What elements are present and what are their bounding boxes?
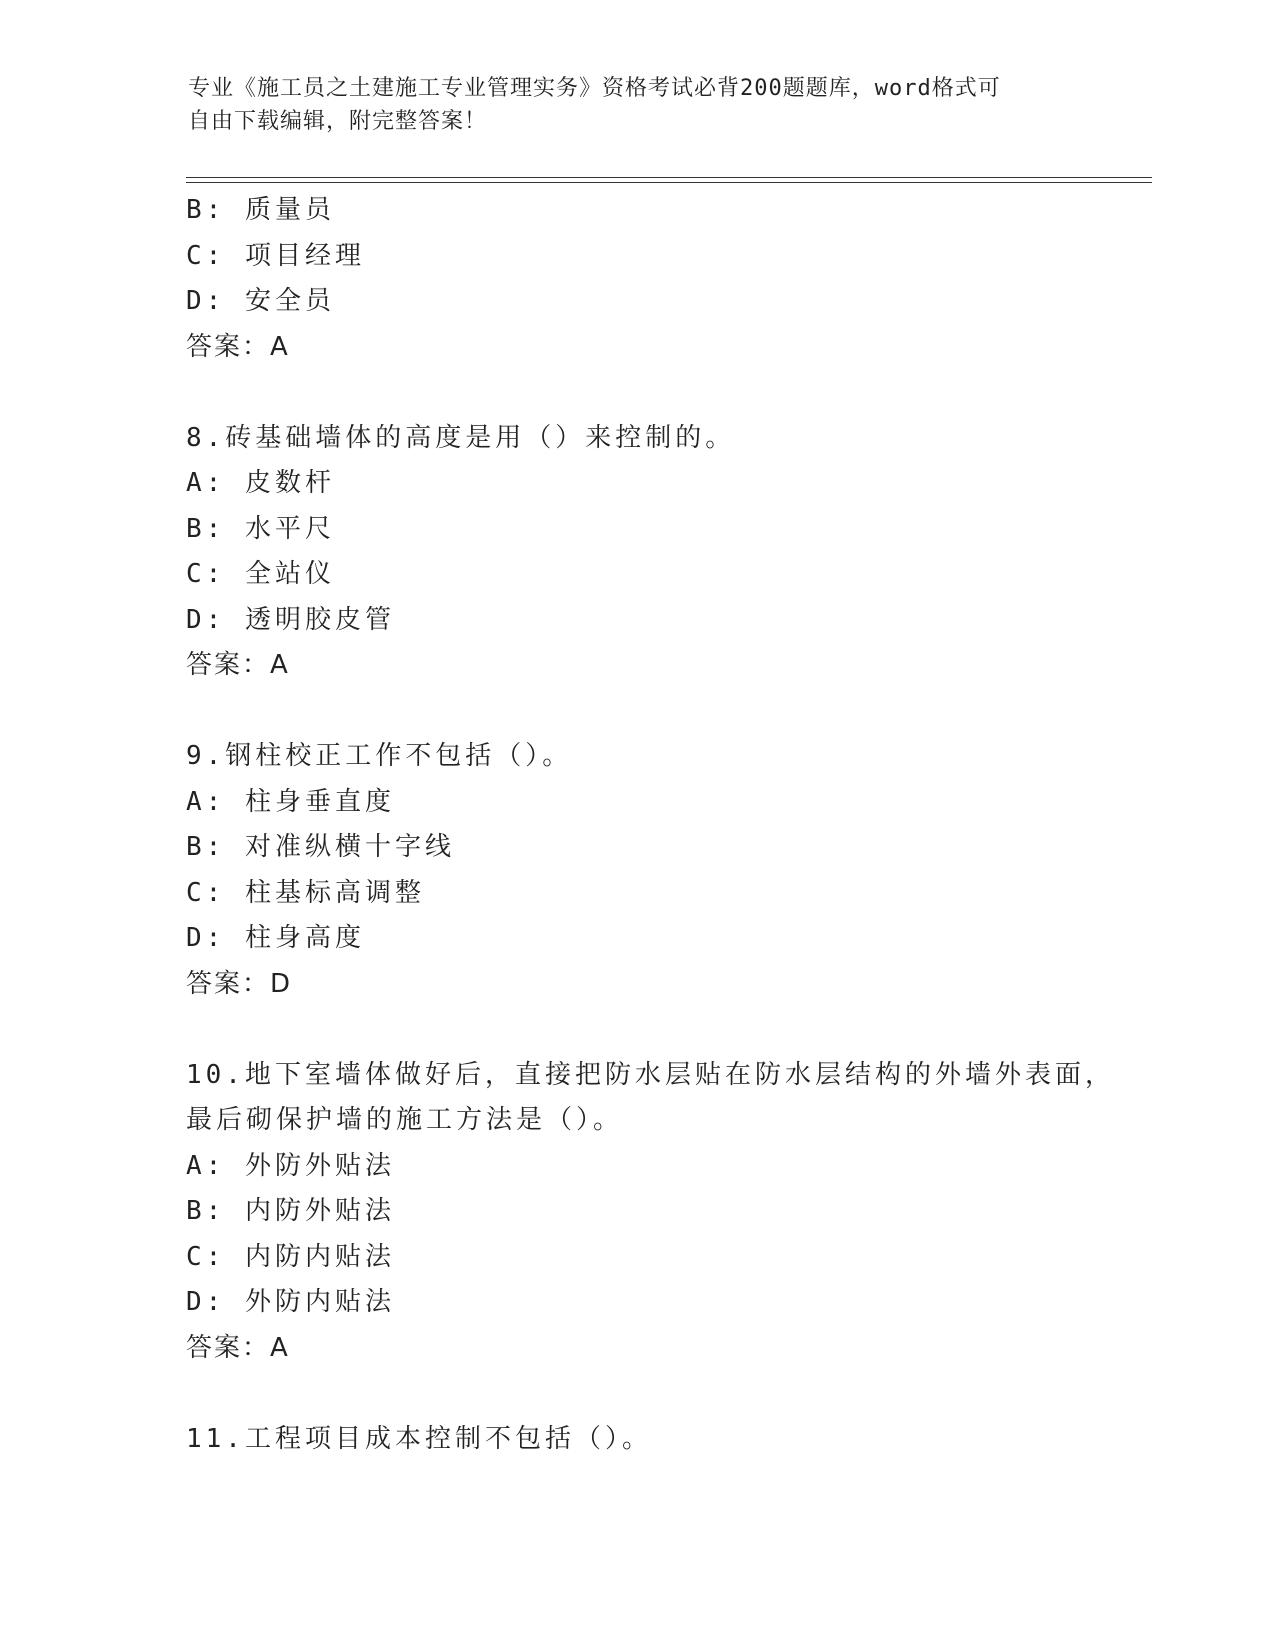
question-list — [186, 188, 1152, 1462]
option-d: D: 柱身高度 — [186, 923, 365, 953]
option-c: C: 全站仪 — [186, 559, 335, 589]
option-a: A: 外防外贴法 — [186, 1150, 395, 1181]
spacer — [186, 370, 1152, 416]
option-c: C: 项目经理 — [186, 240, 365, 271]
option-b: B: 对准纵横十字线 — [186, 832, 455, 862]
spacer — [186, 1371, 1152, 1417]
question-7-partial — [186, 188, 1152, 370]
question-stem: 8.砖基础墙体的高度是用（）来控制的。 — [186, 422, 736, 453]
question-stem: 9.钢柱校正工作不包括（）。 — [186, 741, 573, 771]
header-line-1: 专业《施工员之土建施工专业管理实务》资格考试必背200题题库，word格式可 — [188, 76, 1001, 101]
option-a: A: 柱身垂直度 — [186, 786, 395, 817]
option-c: C: 内防内贴法 — [186, 1241, 395, 1272]
question-9 — [186, 734, 1152, 1007]
header-divider-top — [186, 177, 1152, 178]
option-b: B: 质量员 — [186, 195, 335, 225]
document-header — [188, 72, 1068, 138]
option-d: D: 透明胶皮管 — [186, 604, 395, 635]
option-a: A: 皮数杆 — [186, 468, 335, 498]
spacer — [186, 1007, 1152, 1053]
option-d: D: 外防内贴法 — [186, 1287, 395, 1317]
question-11 — [186, 1417, 1152, 1463]
header-line-2: 自由下载编辑，附完整答案！ — [188, 109, 488, 134]
question-8 — [186, 416, 1152, 689]
answer-line: 答案：A — [186, 650, 290, 680]
option-b: B: 水平尺 — [186, 513, 335, 544]
question-10 — [186, 1053, 1152, 1372]
answer-line: 答案：A — [186, 1332, 290, 1363]
spacer — [186, 689, 1152, 735]
question-stem-line-2: 最后砌保护墙的施工方法是（）。 — [186, 1105, 624, 1135]
header-divider-bottom — [186, 182, 1152, 183]
answer-line: 答案：D — [186, 968, 293, 999]
option-b: B: 内防外贴法 — [186, 1196, 395, 1226]
question-stem: 11.工程项目成本控制不包括（）。 — [186, 1423, 652, 1454]
answer-line: 答案：A — [186, 331, 290, 362]
option-d: D: 安全员 — [186, 286, 335, 316]
question-stem-line-1: 10.地下室墙体做好后，直接把防水层贴在防水层结构的外墙外表面， — [186, 1059, 1115, 1090]
option-c: C: 柱基标高调整 — [186, 877, 425, 908]
